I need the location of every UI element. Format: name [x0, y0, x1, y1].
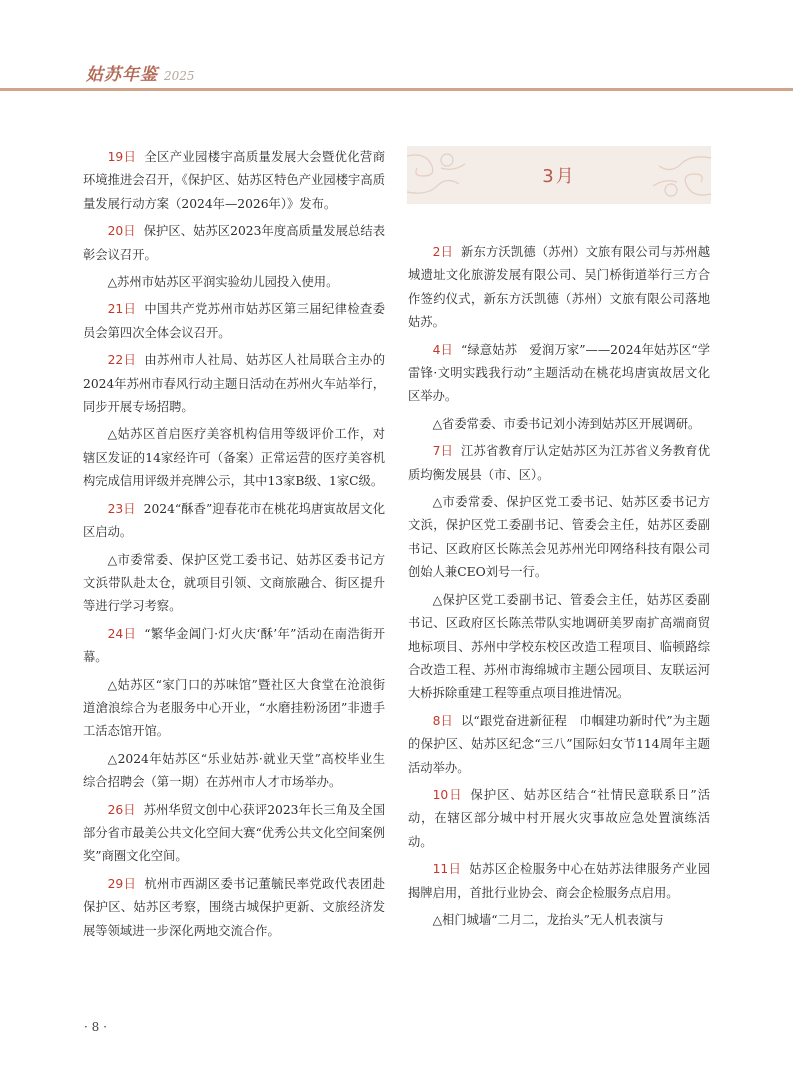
chronicle-entry — [83, 623, 385, 670]
entry-text: △市委常委、保护区党工委书记、姑苏区委书记方文浜带队赴太仓，就项目引领、文商旅融合、街区提升等进行学习考察。 — [83, 552, 385, 614]
entry-text: 全区产业园楼宇高质量发展大会暨优化营商环境推进会召开，《保护区、姑苏区特色产业园楼宇高质量发展行动方案（2024年—2026年）》发布。 — [83, 150, 385, 211]
entry-text: 中国共产党苏州市姑苏区第三届纪律检查委员会第四次全体会议召开。 — [83, 302, 385, 340]
entry-text: 姑苏区企检服务中心在姑苏法律服务产业园揭牌启用，首批行业协会、商会企检服务点启用。 — [408, 862, 710, 900]
entry-text: △保护区党工委副书记、管委会主任，姑苏区委副书记、区政府区长陈羔带队实地调研美罗南扩高端商贸地标项目、苏州中学校东校区改造工程项目、临顿路综合改造工程、苏州市海绵城市主题公园项目、友联运河大桥拆除重建工程等重点项目推进情况。 — [408, 592, 710, 701]
chronicle-entry — [408, 858, 710, 905]
yearbook-title: 姑苏年鉴 — [86, 65, 158, 85]
entry-date: 7日 — [432, 444, 454, 459]
chronicle-entry — [408, 413, 710, 436]
entry-date: 21日 — [107, 302, 137, 317]
entry-date: 29日 — [107, 876, 137, 891]
entry-text: 保护区、姑苏区2023年度高质量发展总结表彰会议召开。 — [83, 224, 385, 262]
chronicle-entry — [408, 440, 710, 487]
entry-text: △2024年姑苏区“乐业姑苏·就业天堂”高校毕业生综合招聘会（第一期）在苏州市人才市场举办。 — [83, 751, 385, 790]
entry-date: 11日 — [432, 862, 462, 877]
entry-text: 江苏省教育厅认定姑苏区为江苏省义务教育优质均衡发展县（市、区）。 — [408, 444, 710, 482]
entry-text: △省委常委、市委书记刘小涛到姑苏区开展调研。 — [432, 416, 701, 431]
chronicle-entry — [83, 498, 385, 545]
entry-text: △相门城墙“二月二，龙抬头”无人机表演与 — [432, 912, 664, 927]
page-number: · 8 · — [84, 1020, 107, 1034]
chronicle-entry — [408, 909, 710, 932]
chronicle-entry — [83, 423, 385, 493]
right-column — [408, 241, 710, 936]
entry-date: 8日 — [432, 713, 453, 728]
chronicle-entry — [83, 349, 385, 419]
chronicle-entry — [83, 146, 385, 216]
entry-date: 26日 — [107, 802, 136, 817]
chronicle-entry — [83, 220, 385, 267]
entry-date: 19日 — [107, 150, 137, 164]
chronicle-entry — [83, 873, 385, 943]
entry-date: 23日 — [107, 501, 136, 516]
entry-date: 10日 — [432, 787, 463, 802]
month-title: 3月 — [542, 166, 576, 187]
entry-text: 保护区、姑苏区结合“社情民意联系日”活动，在辖区部分城中村开展火灾事故应急处置演练活动。 — [408, 787, 710, 849]
entry-date: 20日 — [107, 224, 136, 239]
entry-text: △姑苏区“家门口的苏味馆”暨社区大食堂在沧浪街道滄浪综合为老服务中心开业，“水磨挂粉汤团”非遗手工活态馆开馆。 — [83, 677, 385, 739]
entry-text: △苏州市姑苏区平润实验幼儿园投入使用。 — [107, 275, 339, 290]
chronicle-entry — [408, 241, 710, 335]
chronicle-entry — [408, 589, 710, 706]
chronicle-entry — [83, 298, 385, 345]
header-rule — [0, 88, 793, 91]
ornament-right-icon — [641, 146, 711, 204]
chronicle-entry — [408, 710, 710, 780]
chronicle-entry — [83, 799, 385, 869]
entry-text: 杭州市西湖区委书记董毓民率党政代表团赴保护区、姑苏区考察，围绕古城保护更新、文旅经济发展等领域进一步深化两地交流合作。 — [83, 876, 385, 938]
chronicle-entry — [408, 339, 710, 409]
month-banner — [407, 146, 711, 204]
chronicle-entry — [83, 674, 385, 744]
chronicle-entry — [83, 748, 385, 795]
left-column — [83, 146, 385, 947]
entry-text: 2024“酥香”迎春花市在桃花坞唐寅故居文化区启动。 — [83, 501, 386, 540]
entry-text: 苏州华贸文创中心获评2023年长三角及全国部分省市最美公共文化空间大赛“优秀公共文化空间案例奖”商圈文化空间。 — [83, 802, 385, 864]
chronicle-entry — [83, 549, 385, 619]
chronicle-entry — [83, 271, 385, 294]
entry-text: “绿意姑苏 爱润万家”——2024年姑苏区“学雷锋·文明实践我行动”主题活动在桃花坞唐寅故居文化区举办。 — [408, 342, 711, 404]
ornament-left-icon — [407, 146, 477, 204]
entry-text: △市委常委、保护区党工委书记、姑苏区委书记方文浜，保护区党工委副书记、管委会主任，姑苏区委副书记、区政府区长陈羔会见苏州光印网络科技有限公司创始人兼CEO刘号一行。 — [408, 495, 710, 580]
running-header — [86, 60, 195, 86]
yearbook-year: 2025 — [164, 69, 195, 83]
entry-text: 新东方沃凯德（苏州）文旅有限公司与苏州越城遗址文化旅游发展有限公司、吴门桥街道举行三方合作签约仪式，新东方沃凯德（苏州）文旅有限公司落地姑苏。 — [408, 245, 710, 330]
entry-date: 22日 — [107, 353, 137, 368]
entry-text: △姑苏区首启医疗美容机构信用等级评价工作，对辖区发证的14家经许可（备案）正常运营的医疗美容机构完成信用评级并亮牌公示，其中13家B级、1家C级。 — [83, 427, 385, 489]
entry-date: 2日 — [432, 245, 454, 259]
entry-text: 以“跟党奋进新征程 巾帼建功新时代”为主题的保护区、姑苏区纪念“三八”国际妇女节114周年主题活动举办。 — [408, 713, 710, 775]
entry-text: 由苏州市人社局、姑苏区人社局联合主办的2024年苏州市春风行动主题日活动在苏州火车站举行，同步开展专场招聘。 — [83, 353, 385, 415]
chronicle-entry — [408, 491, 710, 585]
entry-date: 4日 — [432, 342, 453, 357]
entry-text: “繁华金阊门·灯火庆‘酥’年”活动在南浩街开幕。 — [83, 626, 385, 665]
chronicle-entry — [408, 784, 710, 854]
entry-date: 24日 — [107, 626, 137, 641]
